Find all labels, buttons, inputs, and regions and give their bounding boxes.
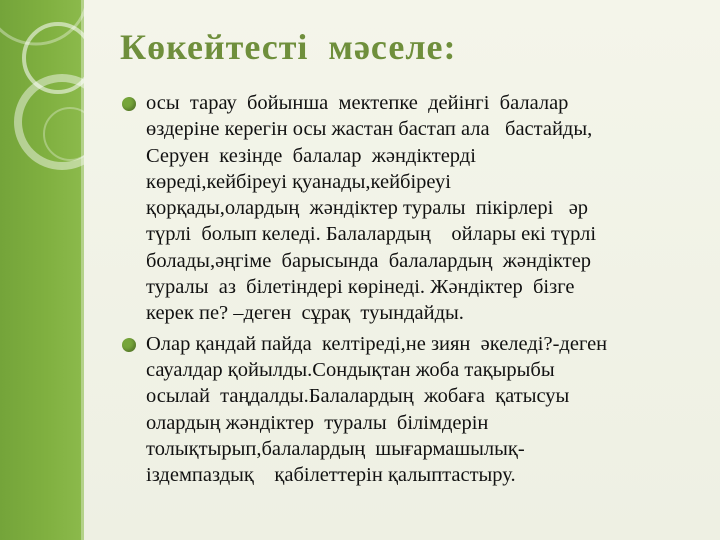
bullet-list xyxy=(120,90,710,492)
bullet-text-line: керек пе? –деген сұрақ туындайды. xyxy=(146,302,464,325)
bullet-text-line: болады,әңгіме барысында балалардың жәндіктер xyxy=(146,249,592,272)
bullet-text-line: осы тарау бойынша мектепке дейінгі балалар xyxy=(146,92,569,114)
bullet-text-line: Серуен кезінде балалар жәндіктерді xyxy=(146,144,476,167)
bullet-text-line: іздемпаздық қабілеттерін қалыптастыру. xyxy=(146,464,516,487)
slide-content xyxy=(84,0,720,540)
decorative-circles xyxy=(0,0,84,220)
bullet-text-line: қорқады,олардың жәндіктер туралы пікірлері әр xyxy=(146,197,589,220)
bullet-text-line: түрлі болып келеді. Балалардың ойлары екі түрлі xyxy=(146,223,597,246)
bullet-item xyxy=(120,90,710,327)
bullet-text-line: осылай таңдалды.Балалардың жобаға қатысуы xyxy=(146,385,570,408)
decorative-sidebar xyxy=(0,0,84,540)
bullet-icon xyxy=(122,338,136,352)
bullet-text-line: сауалдар қойылды.Сондықтан жоба тақырыбы xyxy=(146,358,555,381)
slide-title: Көкейтесті мәселе: xyxy=(120,27,457,67)
bullet-item xyxy=(120,331,710,489)
bullet-text-line: көреді,кейбіреуі қуанады,кейбіреуі xyxy=(146,170,451,193)
bullet-text-line: олардың жәндіктер туралы білімдерін xyxy=(146,411,489,434)
bullet-text-line: туралы аз білетіндері көрінеді. Жәндіктер бізге xyxy=(146,276,575,299)
bullet-text-line: толықтырып,балалардың шығармашылық- xyxy=(146,437,525,460)
bullet-icon xyxy=(122,97,136,111)
bullet-text-line: өздеріне керегін осы жастан бастап ала бастайды, xyxy=(146,118,593,141)
bullet-text-line: Олар қандай пайда келтіреді,не зиян әкеледі?-деген xyxy=(146,332,608,355)
